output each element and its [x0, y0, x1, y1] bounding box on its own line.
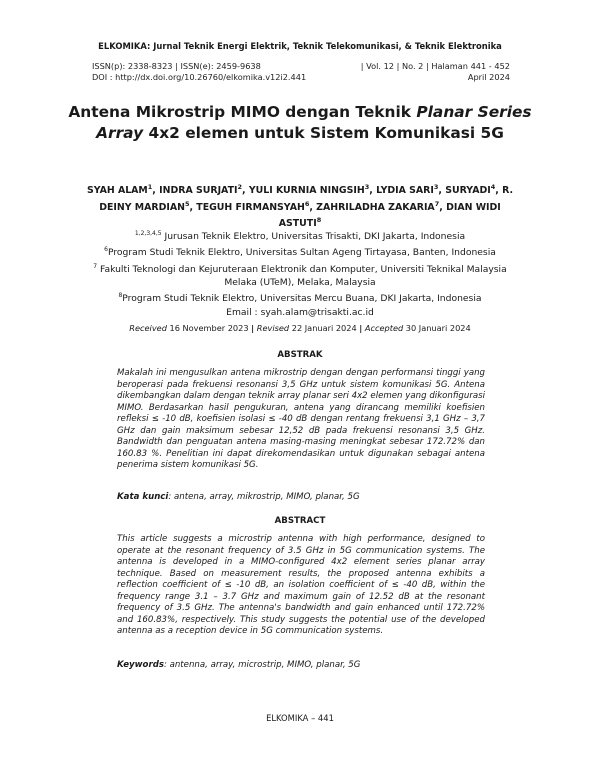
author: INDRA SURJATI$^2$,: [159, 183, 249, 197]
affiliation: $^6$Program Studi Teknik Elektro, Universitas Sultan Ageng Tirtayasa, Banten, Indonesia: [104, 246, 496, 259]
page-footer: ELKOMIKA – 441: [266, 713, 334, 723]
author: SURYADI$^4$,: [445, 183, 503, 197]
issn-line: ISSN(p): 2338-8323 | ISSN(e): 2459-9638: [92, 61, 261, 71]
affiliation: $^8$Program Studi Teknik Elektro, Universitas Mercu Buana, DKI Jakarta, Indonesia: [118, 292, 482, 305]
author: LYDIA SARI$^3$,: [376, 183, 446, 197]
date-line: April 2024: [467, 72, 510, 82]
author: TEGUH FIRMANSYAH$^6$,: [196, 199, 317, 213]
title-part-2: 4x2 elemen untuk Sistem Komunikasi 5G: [143, 124, 504, 142]
abstract-body: This article suggests a microstrip antenna with high performance, designed to operate at the resonant frequency of 3.5 GHz in 5G communication systems. The antenna is developed in a MIMO-configured 4x2 element series planar array technique. Based on measurement results, the proposed antenna exhibits a reflection coefficient of ≤ -10 dB, an isolation coefficient of ≤ -40 dB, within the frequency range 3.1 – 3.7 GHz and maximum gain of 12.52 dB at the resonant frequency of 3.5 GHz. The antenna's bandwidth and gain enhanced until 172.72% and 160.83%, respectively. This study suggests the potential use of the developed antenna as a reception device in 5G communication systems.: [117, 534, 485, 636]
author: R. DEINY MARDIAN$^5$,: [99, 185, 514, 213]
author: DIAN WIDI ASTUTI$^8$: [278, 201, 501, 230]
author: YULI KURNIA NINGSIH$^3$,: [248, 183, 377, 197]
abstrak-body: Makalah ini mengusulkan antena mikrostrip dengan dengan performansi tinggi yang beroperasi pada frekuensi resonansi 3,5 GHz untuk sistem komunikasi 5G. Antena dikembangkan dalam dengan teknik array planar seri 4x2 elemen yang dikonfigurasi MIMO. Berdasarkan hasil pengukuran, antena yang dirancang memiliki koefisien refleksi ≤ -10 dB, koefisien isolasi ≤ -40 dB dengan rentang frekuensi 3,1 GHz – 3,7 GHz dan gain maksimum sebesar 12,52 dB pada frekuensi resonansi 3,5 GHz. Bandwidth dan penguatan antena masing-masing meningkat sebesar 172.72% dan 160.83 %. Penelitian ini dapat direkomendasikan untuk digunakan sebagai antena penerima sistem komunikasi 5G.: [117, 368, 485, 470]
journal-name: ELKOMIKA: Jurnal Teknik Energi Elektrik, Teknik Telekomunikasi, & Teknik Elektronika: [98, 41, 502, 51]
author: SYAH ALAM$^1$,: [86, 183, 160, 197]
title-part-1: Antena Mikrostrip MIMO dengan Teknik: [68, 103, 417, 121]
submission-dates: Received 16 November 2023 | Revised 22 Januari 2024 | Accepted 30 Januari 2024: [129, 323, 471, 333]
title-italic: Planar Series Array: [96, 103, 532, 142]
abstract-heading: ABSTRACT: [274, 516, 326, 526]
email: Email : syah.alam@trisakti.ac.id: [226, 306, 374, 318]
volume-line: | Vol. 12 | No. 2 | Halaman 441 - 452: [360, 61, 510, 71]
affiliation-list: [80, 227, 520, 319]
abstrak-heading: ABSTRAK: [277, 350, 323, 360]
kata-kunci: Kata kunci: antena, array, mikrostrip, MIMO, planar, 5G: [117, 492, 360, 502]
keywords: Keywords: antenna, array, microstrip, MIMO, planar, 5G: [117, 660, 361, 670]
affiliation: $^7$ Fakulti Teknologi dan Kejuruteraan Elektronik dan Komputer, Universiti Teknikal Malaysia Melaka (UTeM), Melaka, Malaysia: [93, 262, 507, 289]
paper-title: [60, 102, 540, 144]
doi-line: DOI : http://dx.doi.org/10.26760/elkomika.v12i2.441: [92, 72, 307, 82]
affiliation: $^{1,2,3,4,5}$ Jurusan Teknik Elektro, Universitas Trisakti, DKI Jakarta, Indonesia: [134, 230, 466, 243]
author-list: [85, 181, 515, 231]
author: ZAHRILADHA ZAKARIA$^7$,: [316, 199, 447, 213]
